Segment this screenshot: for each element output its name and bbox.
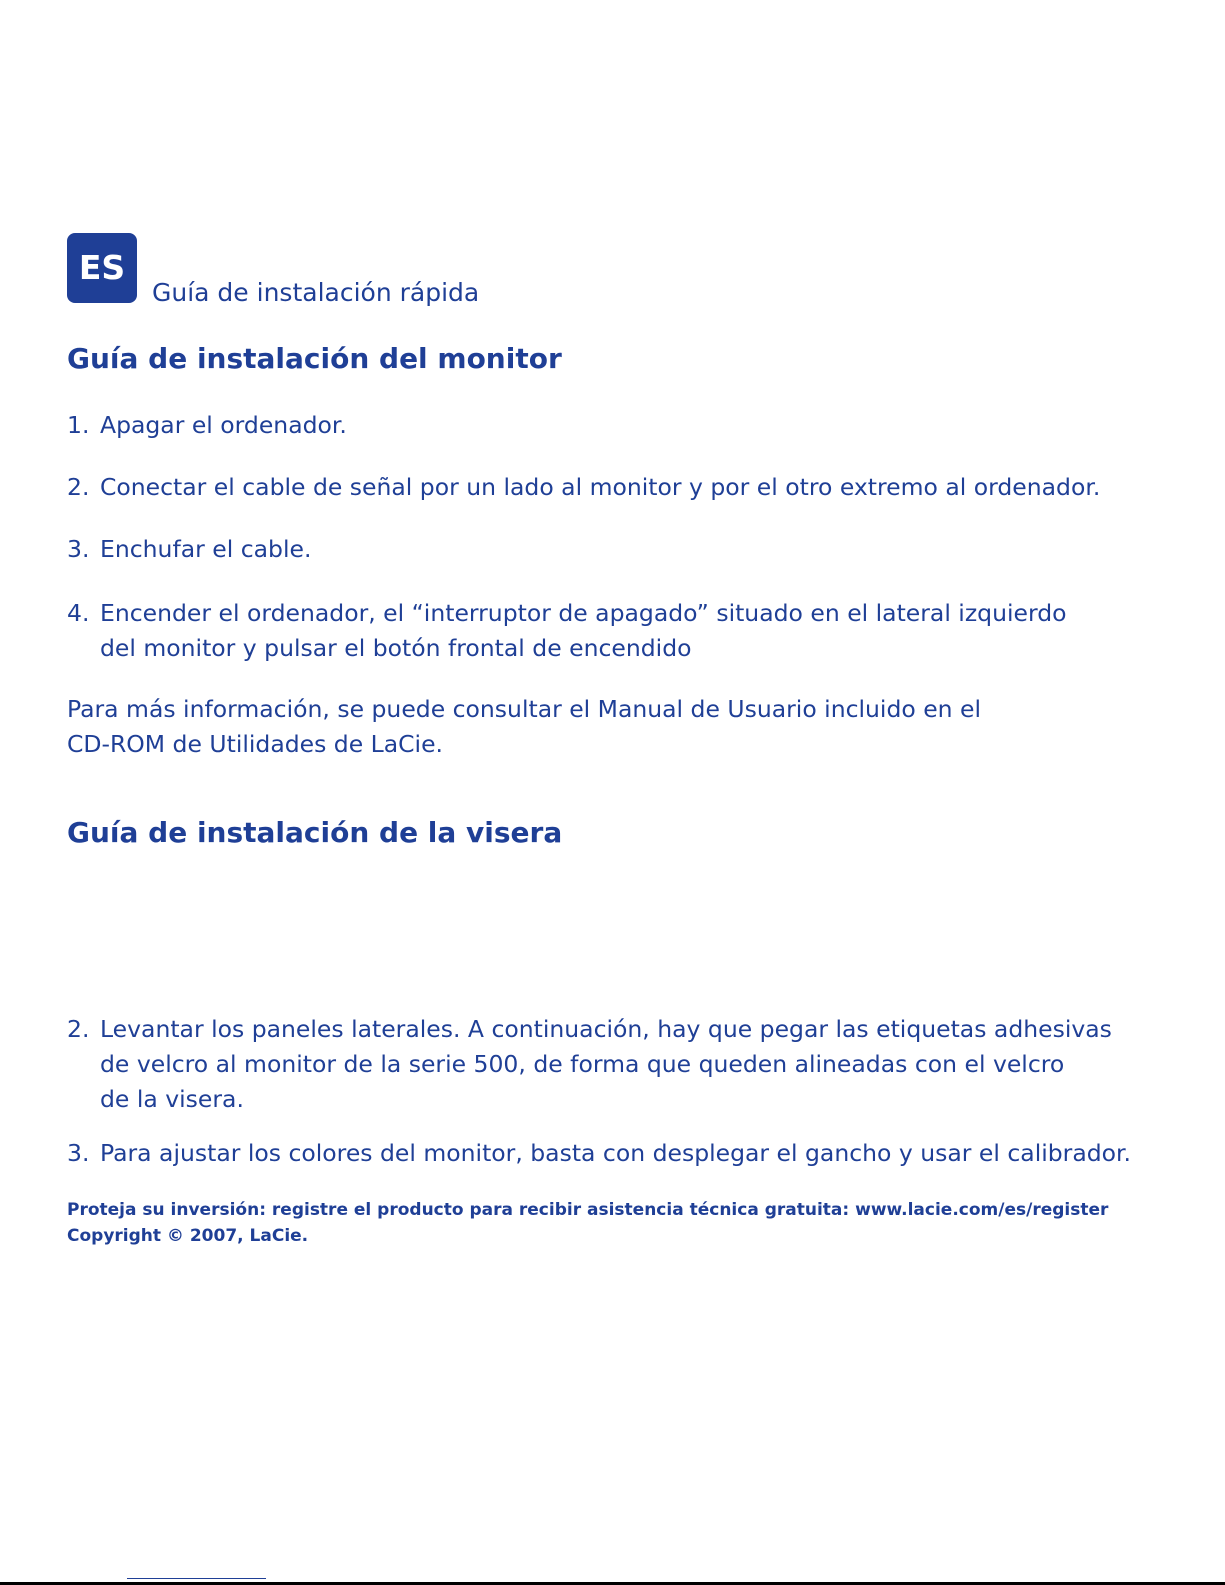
step-number: 1.	[67, 411, 90, 439]
more-info-note	[67, 692, 981, 762]
note-line: Para más información, se puede consultar el Manual de Usuario incluido en el	[67, 695, 982, 723]
footer	[67, 1197, 1108, 1249]
step-text: Conectar el cable de señal por un lado al monitor y por el otro extremo al ordenador.	[100, 473, 1101, 501]
document-subtitle: Guía de instalación rápida	[152, 278, 480, 307]
monitor-step-4	[67, 596, 1067, 666]
visor-step-3	[67, 1136, 1131, 1171]
step-text: Encender el ordenador, el “interruptor de apagado” situado en el lateral izquierdo	[100, 599, 1067, 627]
visor-step-2	[67, 1012, 1112, 1117]
step-number: 3.	[67, 1139, 90, 1167]
step-number: 3.	[67, 535, 90, 563]
footnote-rule	[127, 1578, 266, 1579]
step-text-continued: del monitor y pulsar el botón frontal de encendido	[100, 634, 692, 662]
step-text-continued: de velcro al monitor de la serie 500, de forma que queden alineadas con el velcro	[100, 1050, 1065, 1078]
step-number: 2.	[67, 473, 90, 501]
monitor-setup-heading: Guía de instalación del monitor	[67, 342, 562, 375]
visor-setup-heading: Guía de instalación de la visera	[67, 816, 563, 849]
step-text: Para ajustar los colores del monitor, basta con desplegar el gancho y usar el calibrador.	[100, 1139, 1132, 1167]
registration-notice: Proteja su inversión: registre el producto para recibir asistencia técnica gratuita: www.lacie.com/es/register	[67, 1200, 1109, 1220]
language-badge: ES	[67, 233, 137, 303]
note-line: CD-ROM de Utilidades de LaCie.	[67, 730, 444, 758]
copyright-notice: Copyright © 2007, LaCie.	[67, 1226, 309, 1246]
step-text-continued: de la visera.	[100, 1085, 244, 1113]
monitor-step-3	[67, 532, 311, 567]
monitor-step-1	[67, 408, 347, 443]
monitor-step-2	[67, 470, 1100, 505]
step-number: 2.	[67, 1015, 90, 1043]
step-number: 4.	[67, 599, 90, 627]
step-text: Levantar los paneles laterales. A continuación, hay que pegar las etiquetas adhesivas	[100, 1015, 1112, 1043]
step-text: Apagar el ordenador.	[100, 411, 347, 439]
step-text: Enchufar el cable.	[100, 535, 312, 563]
